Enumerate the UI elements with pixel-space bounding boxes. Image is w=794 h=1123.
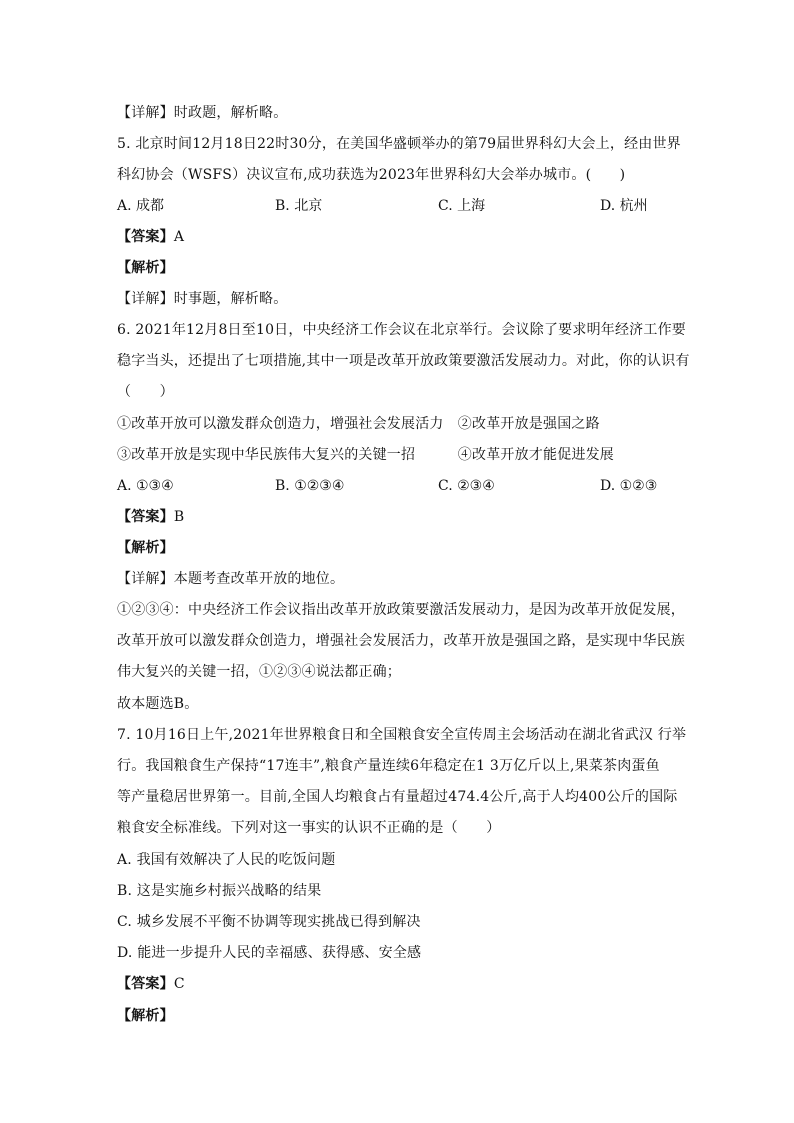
q7-stem-line4: 粮食安全标准线。下列对这一事实的认识不正确的是（ ） xyxy=(117,820,501,836)
q7-analysis-label: 【解析】 xyxy=(117,1008,174,1024)
q7-stem-line2: 行。我国粮食生产保持“17连丰”,粮食产量连续6年稳定在1 3万亿斤以上,果菜茶肉蛋鱼 xyxy=(117,758,660,774)
q6-statement-line1: ①改革开放可以激发群众创造力，增强社会发展活力 ②改革开放是强国之路 xyxy=(117,416,600,432)
q5-answer xyxy=(117,227,687,247)
q6-option-a: A. ①③④ xyxy=(117,478,174,494)
q7-option-b: B. 这是实施乡村振兴战略的结果 xyxy=(117,883,322,899)
answer-value: B xyxy=(173,509,185,525)
q6-stem-line2: 稳字当头，还提出了七项措施,其中一项是改革开放政策要激活发展动力。对此，你的认识有 xyxy=(117,353,690,369)
q6-option-c: C. ②③④ xyxy=(438,478,495,494)
q6-stem-line1: 6. 2021年12月8日至10日，中央经济工作会议在北京举行。会议除了要求明年经济工作要 xyxy=(117,322,686,338)
q5-option-a: A. 成都 xyxy=(117,198,165,214)
q6-option-d: D. ①②③ xyxy=(600,478,658,494)
q6-detail-line2: ①②③④：中央经济工作会议指出改革开放政策要激活发展动力，是因为改革开放促发展， xyxy=(117,602,685,618)
q5-option-b: B. 北京 xyxy=(275,198,323,214)
q7-option-a: A. 我国有效解决了人民的吃饭问题 xyxy=(117,852,336,868)
answer-label: 【答案】 xyxy=(117,976,174,992)
q6-answer xyxy=(117,507,687,527)
q6-stem-line3: （ ） xyxy=(117,384,174,400)
q7-option-c: C. 城乡发展不平衡不协调等现实挑战已得到解决 xyxy=(117,914,421,930)
answer-value: C xyxy=(173,976,185,992)
answer-label: 【答案】 xyxy=(117,509,174,525)
q7-option-d: D. 能进一步提升人民的幸福感、获得感、安全感 xyxy=(117,945,422,961)
q6-analysis-label: 【解析】 xyxy=(117,540,174,556)
q6-detail-line1: 【详解】本题考查改革开放的地位。 xyxy=(117,571,345,587)
q7-stem-line1: 7. 10月16日上午,2021年世界粮食日和全国粮食安全宣传周主会场活动在湖北省武汉 行举 xyxy=(117,727,687,743)
q5-option-c: C. 上海 xyxy=(438,198,486,214)
q7-stem-line3: 等产量稳居世界第一。目前,全国人均粮食占有量超过474.4公斤,高于人均400公斤的国际 xyxy=(117,789,678,805)
q6-statement-line2: ③改革开放是实现中华民族伟大复兴的关键一招 ④改革开放才能促进发展 xyxy=(117,447,614,463)
q6-detail-line5: 故本题选B。 xyxy=(117,696,199,712)
q4-detail: 【详解】时政题，解析略。 xyxy=(117,105,288,121)
q5-analysis-label: 【解析】 xyxy=(117,260,174,276)
q5-stem-line2: 科幻协会（WSFS）决议宣布,成功获选为2023年世界科幻大会举办城市。( ) xyxy=(117,167,626,183)
q6-detail-line3: 改革开放可以激发群众创造力，增强社会发展活力，改革开放是强国之路，是实现中华民族 xyxy=(117,633,685,649)
answer-value: A xyxy=(173,229,185,245)
q6-detail-line4: 伟大复兴的关键一招，①②③④说法都正确； xyxy=(117,664,401,680)
q5-option-d: D. 杭州 xyxy=(600,198,648,214)
q5-detail: 【详解】时事题，解析略。 xyxy=(117,291,288,307)
q7-answer xyxy=(117,974,687,994)
answer-label: 【答案】 xyxy=(117,229,174,245)
q5-stem-line1: 5. 北京时间12月18日22时30分，在美国华盛顿举办的第79届世界科幻大会上，经由世界 xyxy=(117,136,681,152)
q6-option-b: B. ①②③④ xyxy=(275,478,345,494)
